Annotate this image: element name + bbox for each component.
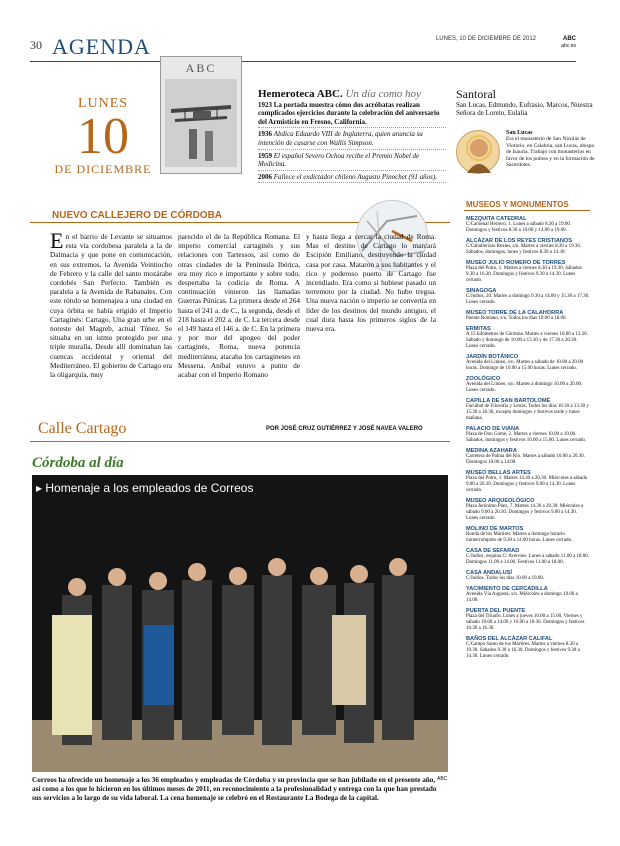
header-url[interactable]: abc.es (561, 43, 576, 49)
museo-name: MUSEO TORRE DE LA CALAHORRA (466, 310, 564, 316)
santoral-section (456, 87, 596, 169)
article-text: y hasta llega a cercar la ciudad de Roma. Mas el destino de Cartago lo marcará Escipión Emiliano, destruyendo la ciudad casa por casa. Mataron a sus habitantes y el rico y poderoso puerto de Cartago fue incendiado. Era como si hubiese pasado un terremoto por la ciudad. No hubo tregua. Una nueva nación o imperio se convertía en líder de los destinos del mundo antiguo, el cual dura hasta los primeros siglos de la nueva era. (306, 232, 436, 334)
people-silhouettes (32, 475, 448, 772)
museo-info: Facultad de Filosofía y Letras. Todos los días 10.30 a 13.30 y 15.30 a 18.30, excepto domingos y festivos tarde y lunes mañana. (466, 404, 589, 421)
museo-info: Puente Romano, s/n. Todos los días 10.00 a 18.00. (466, 316, 567, 321)
museo-entry (466, 326, 590, 350)
museo-entry (466, 548, 590, 566)
museo-entry (466, 354, 590, 372)
museo-name: MEDINA AZAHARA (466, 448, 517, 454)
hemeroteca-title: Hemeroteca ABC. (258, 88, 343, 100)
museo-info: Plaza de Don Gome, 2. Martes a viernes 10.00 a 19.00. Sábados, domingos y festivos 10.00 a 15.00. Lunes cerrado. (466, 432, 587, 443)
museo-name: BAÑOS DEL ALCÁZAR CALIFAL (466, 636, 553, 642)
museo-entry (466, 470, 590, 494)
hemeroteca-text: Fallece el exdictador chileno Augusto Pinochet (91 años). (273, 172, 437, 181)
museo-info: Avenida del Linneo, s/n. Martes a domingo 10.00 a 20.00. Lunes cerrado. (466, 382, 583, 393)
article-column-3 (306, 232, 436, 333)
caption-brand: ABC (437, 776, 448, 782)
museo-info: Carretera de Palma del Río. Martes a sábado 10.00 a 20.30. Domingos 10.00 a 14.00. (466, 454, 585, 465)
saint-bio (506, 130, 596, 168)
day-number: 10 (77, 108, 129, 165)
group-photo (32, 475, 448, 772)
header-date: LUNES, 10 DE DICIEMBRE DE 2012 (435, 36, 536, 42)
museo-entry (466, 216, 590, 234)
museo-entry (466, 426, 590, 444)
museo-name: SINAGOGA (466, 288, 497, 294)
museo-entry (466, 288, 590, 306)
museo-info: Avenida Vía Augusta, s/n. Miércoles a domingo 10.00 a 14.00. (466, 592, 578, 603)
hemeroteca-tagline: Un día como hoy (345, 88, 421, 100)
museo-name: YACIMIENTO DE CERCADILLA (466, 586, 548, 592)
month: DE DICIEMBRE (54, 162, 152, 176)
museo-info: C/Judíos, 20. Martes a domingo 9.30 a 14.00 y 15.30 a 17.30. Lunes cerrado. (466, 294, 590, 305)
museo-entry (466, 376, 590, 394)
museo-info: Plaza del Potro, 1. Martes a viernes 8.30 a 19.30. Sábados 9.30 a 16.30. Domingos y festivos 9.30 a 14.30. Lunes cerrado. (466, 266, 582, 283)
museo-name: CASA ANDALUSÍ (466, 570, 512, 576)
museo-name: ERMITAS (466, 326, 491, 332)
hemeroteca-year: 2006 (258, 172, 272, 181)
museo-info: C/Campo Santo de los Mártires. Martes a viernes 8.30 a 19.30. Sábados 9.30 a 16.30. Domingos y festivos 9.30 a 14.30. Lunes cerrado. (466, 642, 580, 659)
museos-list (466, 216, 590, 664)
museo-entry (466, 586, 590, 604)
museo-name: PUERTA DEL PUENTE (466, 608, 526, 614)
museo-name: PALACIO DE VIANA (466, 426, 520, 432)
santoral-title: Santoral (456, 87, 496, 101)
hemeroteca-text: El español Severo Ochoa recibe el Premio Nobel de Medicina. (258, 151, 420, 169)
header-brand: ABC (563, 36, 576, 42)
hemeroteca-year: 1959 (258, 151, 272, 160)
museo-name: CAPILLA DE SAN BARTOLOMÉ (466, 398, 551, 404)
photo-headline: ▸ Homenaje a los empleados de Correos (36, 481, 254, 495)
hemeroteca-text: Abdica Eduardo VIII de Inglaterra, quien anuncia su intención de casarse con Wallis Simpson. (258, 130, 423, 147)
museo-entry (466, 526, 590, 544)
hemeroteca-section (258, 90, 446, 185)
page-header (30, 36, 576, 62)
front-page-masthead: ABC (185, 61, 217, 75)
photo-headline-text: Homenaje a los empleados de Correos (45, 481, 254, 495)
hemeroteca-text: La portada muestra cómo dos acróbatas realizan complicados ejercicios durante la celebración del aniversario del Armisticio en Fresno, California. (258, 100, 440, 126)
museo-entry (466, 398, 590, 422)
hemeroteca-item (258, 130, 446, 149)
saint-icon (457, 131, 501, 175)
museo-info: C/Judíos, esquina C/ Averroes. Lunes a sábado 11.00 a 18.00. Domingos 11.00 a 14.00. Festivos 11.00 a 18.00. (466, 554, 590, 565)
section-title: AGENDA (52, 34, 151, 59)
divider (30, 441, 450, 442)
street-name: Calle Cartago (38, 420, 127, 437)
museo-name: JARDÍN BOTÁNICO (466, 354, 519, 360)
museo-info: Plaza del Potro, 1. Martes 14.30 a 20.30. Miércoles a sábado 9.00 a 20.30. Domingos y festivos 9.00 a 14.30. Lunes cerrado. (466, 476, 588, 493)
front-page-thumbnail (160, 56, 242, 174)
hemeroteca-year: 1923 (258, 100, 272, 109)
museos-title: MUSEOS Y MONUMENTOS (466, 200, 569, 209)
museo-name: MOLINO DE MARTOS (466, 526, 524, 532)
hemeroteca-item (258, 152, 446, 171)
museo-entry (466, 608, 590, 632)
saint-portrait (456, 130, 500, 174)
date-block (48, 96, 158, 177)
callejero-title: NUEVO CALLEJERO DE CÓRDOBA (52, 210, 223, 221)
museo-name: ALCÁZAR DE LOS REYES CRISTIANOS (466, 238, 572, 244)
saint-bio-name: San Lucas (506, 130, 533, 136)
museo-info: Ronda de los Mártires. Martes a domingo horario ininterrumpido de 9.30 a 14.00 horas. Lunes cerrado. (466, 532, 573, 543)
cordoba-al-dia-title: Córdoba al día (32, 455, 124, 471)
museo-name: MUSEO BELLAS ARTES (466, 470, 531, 476)
museo-info: C/Cardenal Herrero, 1. Lunes a sábado 8.30 a 19.00. Domingos y festivos 8.30 a 10.00 y 14.00 a 19.00. (466, 222, 572, 233)
museo-info: Avenida del Linneo, s/n. Martes a sábado de 10.00 a 20.00 horas. Domingo de 10.00 a 15.00 horas. Lunes cerrado. (466, 360, 584, 371)
museo-info: C/Caballerizas Reales, s/n. Martes a viernes 8.30 a 19.30. Sábados, domingos, lunes y festivos 8.30 a 14.30. (466, 244, 582, 255)
hemeroteca-year: 1936 (258, 130, 272, 139)
airplane-photo (165, 79, 237, 167)
museo-name: MUSEO JULIO ROMERO DE TORRES (466, 260, 566, 266)
hemeroteca-heading (258, 90, 446, 99)
hemeroteca-item (258, 101, 446, 129)
museo-entry (466, 498, 590, 522)
museo-entry (466, 636, 590, 660)
hemeroteca-item (258, 173, 446, 184)
article-column-1 (50, 228, 172, 380)
museo-entry (466, 260, 590, 284)
museo-info: Plaza del Triunfo. Lunes a jueves 10.00 a 15.00. Viernes y sábado 10.00 a 14.00 y 16.00 a 18.30. Domingos y festivos 10.30 a 16.30. (466, 614, 585, 631)
museo-info: A 15 kilómetros de Córdoba. Martes a viernes 10.00 a 13.30. Sábado y domingo de 10.00 a 13.30 y de 17.30 a 20.30. Lunes cerrado. (466, 332, 588, 349)
byline: POR JOSÉ CRUZ GUTIÉRREZ Y JOSÉ NAVEA VALERO (266, 426, 423, 432)
dropcap: E (50, 228, 64, 253)
museo-name: MUSEO ARQUEOLÓGICO (466, 498, 535, 504)
divider (464, 210, 590, 211)
weekday: LUNES (77, 96, 129, 111)
museo-name: CASA DE SEFARAD (466, 548, 520, 554)
santoral-text: San Lucas, Edmundo, Eufrasio, Marcos, Nuestra Señora de Loreto, Eulalia (456, 100, 593, 118)
museo-entry (466, 448, 590, 466)
museo-info: C/Judíos. Todos los días 10.00 a 19.00. (466, 576, 545, 581)
museo-name: ZOOLÓGICO (466, 376, 501, 382)
article-text: n el barrio de Levante se situamos esta vía cordobesa paralela a la de Dalmacia y que pone en comunicación, en sus extremos, la Avenida Veintiocho de Febrero y la calle del santo mozárabe cordobés San Perfecto. También es paralela a la Avenida de Rabanales. Con este rótulo se homenajea a una ciudad en cuya órbita se había erigido el Imperio Cartaginés: Cartago. Una gran urbe en el noreste del Magreb, actual Túnez. Se situaba en un istmo protegido por una triple muralla. Desde allí dominaban las cuencas occidental y oriental del Mediterráneo. El gobierno de Cartago era la oligarquía, muy (50, 232, 172, 380)
museo-name: MEZQUITA CATEDRAL (466, 216, 527, 222)
museo-entry (466, 310, 590, 322)
page-number: 30 (30, 38, 42, 52)
museo-entry (466, 238, 590, 256)
museo-info: Plaza Jerónimo Páez, 7. Martes 14.30 a 20.30. Miércoles a sábado 9.00 a 20.30. Domingos y festivos 9.00 a 14.30. Lunes cerrado. (466, 504, 584, 521)
article-column-2: parecido el de la República Romana. El imperio comercial cartaginés y sus relaciones con Tartessos, así como de otras ciudades de la Península Ibérica, era muy rico e importante y sobre todo, despertaba la codicia de Roma. A continuación vinieron las llamadas Guerras Púnicas. La primera desde el 264 hasta el 241 a. de C., la segunda, desde el 218 hasta el 202 a. de C. La tercera desde el 149 hasta el 146 a. de C. En la primera y por mor del apogeo del poder cartaginés, Roma, nueva potencia mediterránea, atacaba los cartagineses en Messena. Aníbal estuvo a punto de acabar con el Imperio Romano (178, 232, 300, 380)
museo-entry (466, 570, 590, 582)
saint-bio-text: Era el monasterio de San Nicolás de Viotorio, en Calabria, san Lucas, obispo de Isauria. Trabajó con monasterios en favor de los pobres y en la formación de Sacerdotes. (506, 136, 595, 169)
photo-caption: Correos ha ofrecido un homenaje a los 36 empleados y empleadas de Córdoba y su provincia que se han jubilado en el presente año, así como a los que lo hicieron en los últimos meses de 2011, en reconocimiento a la profesionalidad y entrega con la que han prestado sus servicios a lo largo de su vida laboral. La cena homenaje se celebró en el Restaurante La Bodega de la capital. (32, 776, 437, 802)
